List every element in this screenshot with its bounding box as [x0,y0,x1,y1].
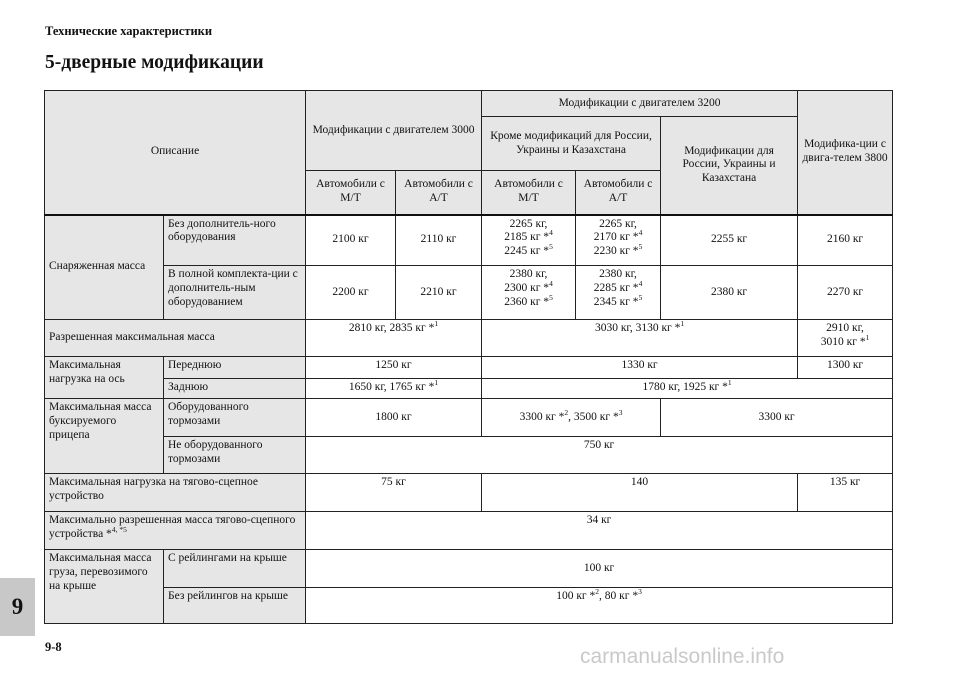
row-label-towing-mass: Максимальная масса буксируемого прицепа [45,399,164,474]
row-sublabel: Не оборудованного тормозами [164,437,306,474]
row-sublabel: Оборудованного тормозами [164,399,306,437]
specifications-table [44,90,893,624]
chapter-tab: 9 [0,578,35,636]
cell-value: 1330 кг [482,357,798,379]
cell-value: 2110 кг [396,215,482,266]
cell-value: 2265 кг, 2170 кг *$^4$ 2230 кг *$^5$ [576,215,661,266]
cell-value: 1300 кг [798,357,893,379]
cell-value: 2200 кг [306,266,396,320]
cell-value: 3300 кг [661,399,893,437]
cell-value: 2380 кг, 2285 кг *$^4$ 2345 кг *$^5$ [576,266,661,320]
table-row [45,474,893,512]
header-except-russia: Кроме модификаций для России, Украины и Казахстана [482,117,661,171]
watermark: carmanualsonline.info [580,645,785,668]
cell-value: 1800 кг [306,399,482,437]
table-row [45,512,893,550]
row-label-roof-load: Максимальная масса груза, перевозимого на крыше [45,550,164,624]
cell-value: 2160 кг [798,215,893,266]
row-label-hitch-mass: Максимально разрешенная масса тягово-сцепного устройства *$^{4, *5}$ [45,512,306,550]
header-engine-3800: Модифика-ции с двига-телем 3800 [798,91,893,215]
header-russia-ukraine-kazakhstan: Модификации для России, Украины и Казахстана [661,117,798,215]
cell-value: 100 кг [306,550,893,588]
row-label-hitch-load: Максимальная нагрузка на тягово-сцепное устройство [45,474,306,512]
row-sublabel: С рейлингами на крыше [164,550,306,588]
cell-value: 2100 кг [306,215,396,266]
row-label-gross-mass: Разрешенная максимальная масса [45,320,306,357]
table-row [45,550,893,588]
header-3000-mt: Автомобили с M/T [306,171,396,215]
cell-value: 1780 кг, 1925 кг *$^1$ [482,379,893,399]
header-3000-at: Автомобили с A/T [396,171,482,215]
table-row [45,215,893,266]
row-sublabel: Без рейлингов на крыше [164,588,306,624]
table-row [45,379,893,399]
cell-value: 2380 кг [661,266,798,320]
cell-value: 1650 кг, 1765 кг *$^1$ [306,379,482,399]
row-label-curb-mass: Снаряженная масса [45,215,164,320]
cell-value: 750 кг [306,437,893,474]
table-row [45,588,893,624]
table-row [45,266,893,320]
table-row [45,399,893,437]
cell-value: 3300 кг *$^2$, 3500 кг *$^3$ [482,399,661,437]
cell-value: 140 [482,474,798,512]
page-number: 9-8 [45,640,62,654]
cell-value: 75 кг [306,474,482,512]
section-header: Технические характеристики [45,24,213,38]
cell-value: 34 кг [306,512,893,550]
cell-value: 2255 кг [661,215,798,266]
header-engine-3000: Модификации с двигателем 3000 [306,91,482,171]
cell-value: 2265 кг, 2185 кг *$^4$ 2245 кг *$^5$ [482,215,576,266]
cell-value: 2380 кг, 2300 кг *$^4$ 2360 кг *$^5$ [482,266,576,320]
header-description: Описание [45,91,306,215]
cell-value: 3030 кг, 3130 кг *$^1$ [482,320,798,357]
header-3200-at: Автомобили с A/T [576,171,661,215]
cell-value: 2910 кг, 3010 кг *$^1$ [798,320,893,357]
row-sublabel: Переднюю [164,357,306,379]
table-row [45,437,893,474]
cell-value: 2270 кг [798,266,893,320]
row-sublabel: Заднюю [164,379,306,399]
page-title: 5-дверные модификации [45,52,264,73]
row-label-axle-load: Максимальная нагрузка на ось [45,357,164,399]
cell-value: 135 кг [798,474,893,512]
header-3200-mt: Автомобили с M/T [482,171,576,215]
cell-value: 100 кг *$^2$, 80 кг *$^3$ [306,588,893,624]
header-engine-3200: Модификации с двигателем 3200 [482,91,798,117]
table-row [45,357,893,379]
row-sublabel: Без дополнитель-ного оборудования [164,215,306,266]
table-row [45,320,893,357]
row-sublabel: В полной комплекта-ции с дополнитель-ным оборудованием [164,266,306,320]
cell-value: 1250 кг [306,357,482,379]
cell-value: 2810 кг, 2835 кг *$^1$ [306,320,482,357]
cell-value: 2210 кг [396,266,482,320]
